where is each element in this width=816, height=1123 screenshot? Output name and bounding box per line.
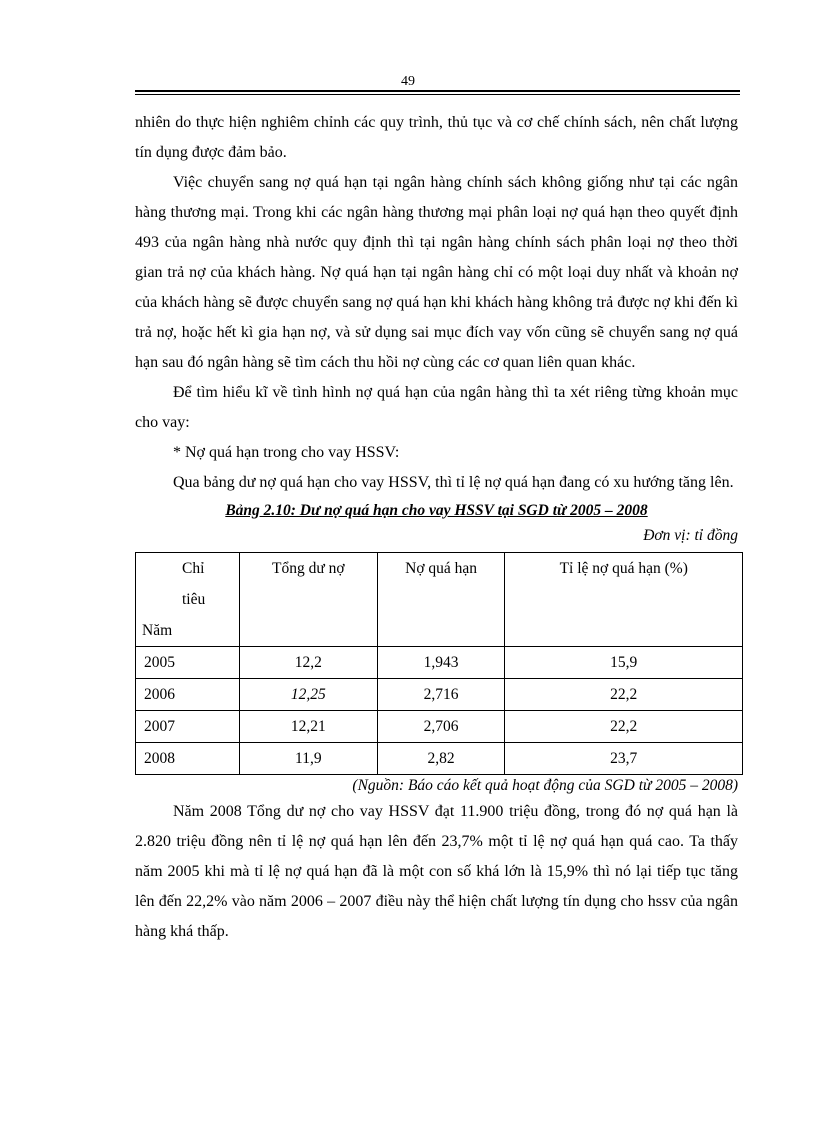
paragraph-4: * Nợ quá hạn trong cho vay HSSV:	[173, 444, 400, 461]
cell-overdue-debt: 2,716	[377, 679, 505, 711]
paragraph-3: Để tìm hiểu kĩ về tình hình nợ quá hạn của ngân hàng thì ta xét riêng từng khoản mục cho vay:	[135, 384, 738, 431]
paragraph-2: Việc chuyển sang nợ quá hạn tại ngân hàng chính sách không giống như tại các ngân hàng thương mại. Trong khi các ngân hàng thương mại phân loại nợ quá hạn theo quyết định 493 của ngân hàng nhà nước quy định thì tại ngân hàng chính sách phân loại nợ theo thời gian trả nợ của khách hàng. Nợ quá hạn tại ngân hàng chỉ có một loại duy nhất và khoản nợ của khách hàng sẽ được chuyển sang nợ quá hạn khi khách hàng không trả được nợ khi đến kì trả nợ, hoặc hết kì gia hạn nợ, và sử dụng sai mục đích vay vốn cũng sẽ chuyển sang nợ quá hạn sau đó ngân hàng sẽ tìm cách thu hồi nợ cùng các cơ quan liên quan khác.	[135, 174, 738, 371]
cell-year: 2007	[136, 711, 240, 743]
table-row	[136, 743, 743, 775]
column-header-overdue-rate: Tỉ lệ nợ quá hạn (%)	[505, 553, 743, 647]
cell-overdue-rate: 22,2	[505, 711, 743, 743]
header-rule	[135, 90, 740, 95]
cell-overdue-rate: 23,7	[505, 743, 743, 775]
paragraph-1: nhiên do thực hiện nghiêm chỉnh các quy trình, thủ tục và cơ chế chính sách, nên chất lượng tín dụng được đảm bảo.	[135, 114, 738, 161]
cell-total-debt: 12,2	[239, 647, 377, 679]
cell-overdue-rate: 15,9	[505, 647, 743, 679]
table-row	[136, 679, 743, 711]
paragraph-6: Năm 2008 Tổng dư nợ cho vay HSSV đạt 11.900 triệu đồng, trong đó nợ quá hạn là 2.820 triệu đồng nên tỉ lệ nợ quá hạn lên đến 23,7% một tỉ lệ nợ quá hạn quá cao. Ta thấy năm 2005 khi mà tỉ lệ nợ quá hạn đã là một con số khá lớn là 15,9% thì nó lại tiếp tục tăng lên đến 22,2% vào năm 2006 – 2007 điều này thể hiện chất lượng tín dụng cho hssv của ngân hàng khá thấp.	[135, 803, 738, 940]
cell-year: 2005	[136, 647, 240, 679]
table-source: (Nguồn: Báo cáo kết quả hoạt động của SGD từ 2005 – 2008)	[352, 777, 738, 794]
table-corner-cell	[136, 553, 240, 647]
cell-overdue-debt: 1,943	[377, 647, 505, 679]
overdue-loan-table	[135, 552, 743, 775]
cell-overdue-debt: 2,82	[377, 743, 505, 775]
cell-year: 2006	[136, 679, 240, 711]
cell-overdue-rate: 22,2	[505, 679, 743, 711]
table-header-row	[136, 553, 743, 647]
page-number: 49	[401, 74, 415, 89]
cell-total-debt: 12,21	[239, 711, 377, 743]
cell-year: 2008	[136, 743, 240, 775]
paragraph-5: Qua bảng dư nợ quá hạn cho vay HSSV, thì tỉ lệ nợ quá hạn đang có xu hướng tăng lên.	[173, 474, 734, 491]
column-header-total-debt: Tổng dư nợ	[239, 553, 377, 647]
corner-label-indicator: Chỉ tiêu	[182, 560, 206, 608]
table-row	[136, 711, 743, 743]
table-title: Bảng 2.10: Dư nợ quá hạn cho vay HSSV tại SGD từ 2005 – 2008	[225, 502, 648, 519]
corner-label-year: Năm	[142, 622, 173, 639]
cell-overdue-debt: 2,706	[377, 711, 505, 743]
cell-total-debt: 12,25	[239, 679, 377, 711]
document-body	[135, 108, 738, 947]
table-unit: Đơn vị: tỉ đồng	[643, 527, 738, 544]
table-row	[136, 647, 743, 679]
cell-total-debt: 11,9	[239, 743, 377, 775]
column-header-overdue-debt: Nợ quá hạn	[377, 553, 505, 647]
